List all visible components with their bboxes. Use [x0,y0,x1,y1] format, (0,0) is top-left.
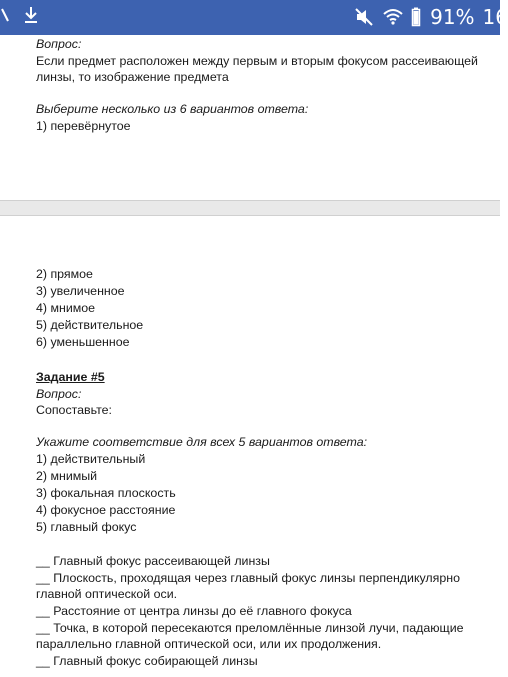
battery-icon [412,7,422,27]
question-text-line-2: линзы, то изображение предмета [36,70,229,84]
match-option: 1) действительный [36,452,146,466]
match-line: главной оптической оси. [36,587,178,601]
answer-instruction: Укажите соответствие для всех 5 вариантов ответа: [36,435,368,449]
match-option: 2) мнимый [36,469,98,483]
answer-option: 4) мнимое [36,301,96,315]
answer-instruction: Выберите несколько из 6 вариантов ответа: [36,102,309,116]
question-text-line-1: Если предмет расположен между первым и вторым фокусом рассеивающей [36,54,478,68]
status-right [346,5,508,29]
document-page-1 [0,35,500,200]
match-line: __ Точка, в которой пересекаются преломлённые линзой лучи, падающие [36,621,464,635]
clock: 16 [482,5,508,29]
document-page-2 [0,216,500,677]
download-icon [22,5,40,30]
mute-icon [354,7,374,27]
match-line: __ Плоскость, проходящая через главный фокус линзы перпендикулярно [36,571,460,585]
answer-option: 3) увеличенное [36,284,125,298]
page-break [0,200,500,216]
battery-level: 91% [430,5,475,29]
match-line: параллельно главной оптической оси, или их продолжения. [36,637,382,651]
answer-option: 6) уменьшенное [36,335,130,349]
question-text: Сопоставьте: [36,403,113,417]
status-bar [0,0,508,35]
question-label: Вопрос: [36,37,82,51]
match-option: 3) фокальная плоскость [36,486,176,500]
answer-option: 1) перевёрнутое [36,119,131,133]
answer-option: 2) прямое [36,267,93,281]
match-option: 5) главный фокус [36,520,137,534]
match-line: __ Главный фокус рассеивающей линзы [36,554,270,568]
task-title: Задание #5 [36,370,105,384]
match-line: __ Главный фокус собирающей линзы [36,654,258,668]
match-line: __ Расстояние от центра линзы до её главного фокуса [36,604,352,618]
wifi-icon [382,7,404,27]
status-left [0,5,46,30]
answer-option: 5) действительное [36,318,144,332]
chevron-icon [0,5,10,30]
question-label: Вопрос: [36,387,82,401]
match-option: 4) фокусное расстояние [36,503,176,517]
